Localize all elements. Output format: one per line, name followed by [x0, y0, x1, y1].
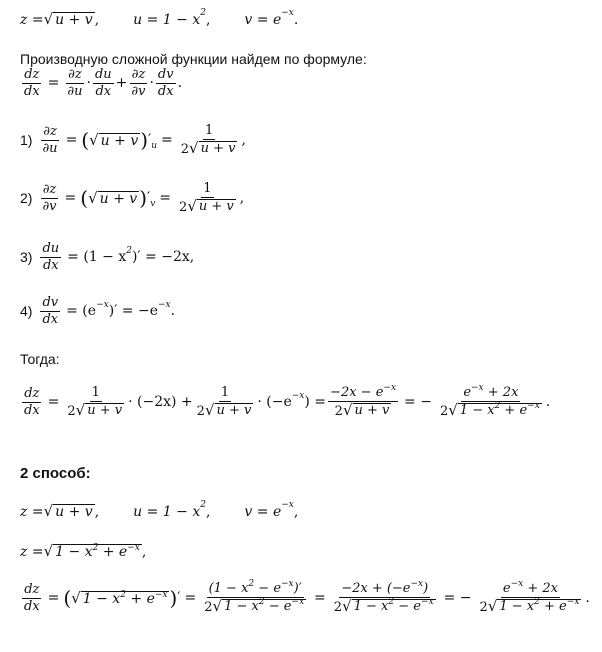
step-3: 3) $\frac{du}{dx}$ = (1 − x 2 )′ = −2x, — [20, 241, 195, 273]
result-method-1: $\frac{dz}{dx}$ = 1 2 √ u + v · (−2x) + 1 2 √ u + v · (−e −x ) = $-2x - e^{-x}$ 2 √ u + v = − $e^{-x} + 2x$ 2 √ $1 - x^2 + e^{-x}$ . — [24, 383, 551, 419]
z-def: z = — [20, 11, 44, 28]
chain-rule-formula: $\frac{dz}{dx}$ = $\frac{\partial z}{\partial u}$ · $\frac{du}{dx}$ + $\frac{\partial z}{\partial v}$ · $\frac{dv}{dx}$ . — [24, 67, 183, 99]
method-2-heading: 2 способ: — [20, 465, 91, 482]
method-2-z-substituted: z = √ $1 - x^2 + e^{-x}$ , — [20, 542, 147, 560]
sqrt: √ u + v — [43, 10, 93, 28]
step-2: 2) $\frac{\partial z}{\partial v}$ = ( √ u + v ) ′ v = 1 2 √ u + v , — [20, 181, 245, 215]
dz-dx-frac: $\frac{dz}{dx}$ — [24, 67, 40, 99]
step-1: 1) $\frac{\partial z}{\partial u}$ = ( √ u + v ) ′ u = 1 2 √ u + v , — [20, 123, 246, 157]
method-2-definitions: z = √ u + v , u = 1 − x 2 , v = e −x , — [20, 500, 299, 520]
result-method-2: $\frac{dz}{dx}$ = ( √ $1 - x^2 + e^{-x}$ ) ′ = $(1 - x^2 - e^{-x})'$ 2 √ $1 - x^2 - e^{-x}$ = $-2x + (-e^{-x})$ 2 √ $1 - x^2 - e^{-x}$ = − $e^{-x} + 2x$ 2 √ $1 - x^2 + e^{-x}$ . — [24, 579, 590, 615]
intro-text: Производную сложной функции найдем по формуле: — [20, 51, 367, 67]
then-text: Тогда: — [20, 351, 60, 367]
step-4: 4) $\frac{dv}{dx}$ = (e −x )′ = −e −x . — [20, 295, 176, 327]
definitions-line: z = √ u + v , u = 1 − x 2 , v = e −x . — [20, 8, 299, 28]
v-def: v = e — [244, 11, 282, 28]
u-def: u = 1 − x — [133, 11, 201, 28]
